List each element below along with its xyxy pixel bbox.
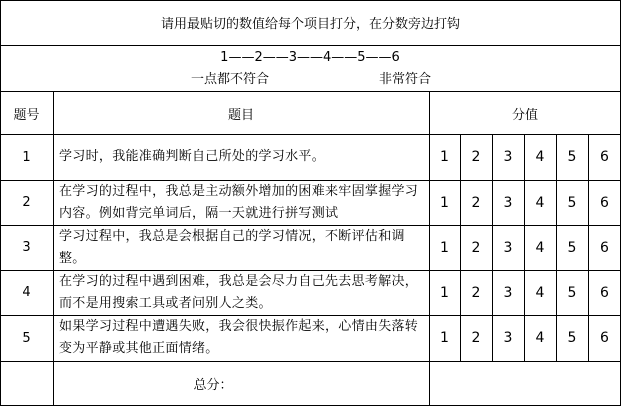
header-score: 分值	[511, 107, 538, 123]
score-option[interactable]: 6	[600, 330, 609, 346]
score-option[interactable]: 1	[440, 239, 449, 256]
grid-line	[53, 91, 54, 406]
score-option[interactable]: 1	[440, 330, 449, 346]
question-number: 2	[22, 195, 31, 210]
score-option[interactable]: 2	[471, 284, 481, 301]
grid-line	[492, 134, 493, 361]
score-option[interactable]: 5	[567, 239, 577, 256]
grid-line	[0, 270, 621, 271]
grid-line	[0, 315, 621, 316]
scale-low-label: 一点都不符合	[190, 71, 269, 87]
score-option[interactable]: 1	[440, 149, 449, 165]
question-text: 在学习的过程中，我总是主动额外增加的困难来牢固掌握学习内容。例如背完单词后，隔一天就进行拼写测试	[59, 183, 419, 221]
grid-line	[0, 0, 621, 1]
grid-line	[0, 45, 621, 46]
score-option[interactable]: 4	[535, 239, 545, 256]
question-number: 1	[22, 149, 31, 165]
grid-line	[0, 180, 621, 181]
score-option[interactable]: 6	[600, 284, 609, 301]
scale-high-label: 非常符合	[378, 71, 431, 87]
grid-line	[588, 134, 589, 361]
grid-line	[460, 134, 461, 361]
score-option[interactable]: 3	[503, 284, 513, 301]
score-option[interactable]: 1	[440, 194, 449, 211]
score-option[interactable]: 4	[535, 194, 545, 211]
score-option[interactable]: 5	[567, 284, 577, 301]
question-text: 如果学习过程中遭遇失败，我会很快振作起来，心情由失落转变为平静或其他正面情绪。	[59, 319, 419, 356]
total-score-cell[interactable]	[429, 361, 621, 405]
score-option[interactable]: 2	[471, 194, 481, 211]
question-text: 在学习的过程中遇到困难，我总是会尽力自己先去思考解决，而不是用搜索工具或者问别人之类。	[59, 273, 419, 311]
instruction-text: 请用最贴切的数值给每个项目打分，在分数旁边打钩	[160, 17, 460, 32]
grid-line	[429, 91, 430, 406]
question-number: 5	[22, 330, 31, 346]
score-option[interactable]: 4	[535, 149, 545, 165]
grid-line	[0, 361, 621, 362]
score-option[interactable]: 3	[503, 149, 513, 165]
grid-line	[0, 91, 621, 92]
score-option[interactable]: 3	[503, 330, 513, 346]
grid-line	[524, 134, 525, 361]
question-text: 学习时，我能准确判断自己所处的学习水平。	[59, 149, 326, 164]
header-number: 题号	[13, 107, 40, 123]
score-option[interactable]: 3	[503, 194, 513, 211]
total-label: 总分：	[193, 377, 233, 393]
score-option[interactable]: 4	[535, 330, 545, 346]
score-option[interactable]: 6	[600, 194, 609, 211]
grid-line	[0, 0, 1, 406]
grid-line	[0, 134, 621, 135]
question-text: 学习过程中，我总是会根据自己的学习情况，不断评估和调整。	[59, 228, 405, 266]
score-option[interactable]: 5	[567, 149, 577, 165]
score-option[interactable]: 2	[471, 149, 481, 165]
scale-numbers: 1——2——3——4——5——6	[220, 49, 400, 65]
question-number: 4	[22, 285, 31, 300]
score-option[interactable]: 5	[567, 194, 577, 211]
score-option[interactable]: 6	[600, 239, 609, 256]
score-option[interactable]: 3	[503, 239, 513, 256]
score-option[interactable]: 6	[600, 149, 609, 165]
score-option[interactable]: 2	[471, 239, 481, 256]
score-option[interactable]: 2	[471, 330, 481, 346]
header-question: 题目	[227, 107, 254, 123]
grid-line	[0, 225, 621, 226]
score-option[interactable]: 1	[440, 284, 449, 301]
score-option[interactable]: 5	[567, 330, 577, 346]
score-option[interactable]: 4	[535, 284, 545, 301]
question-number: 3	[22, 240, 31, 255]
grid-line	[556, 134, 557, 361]
